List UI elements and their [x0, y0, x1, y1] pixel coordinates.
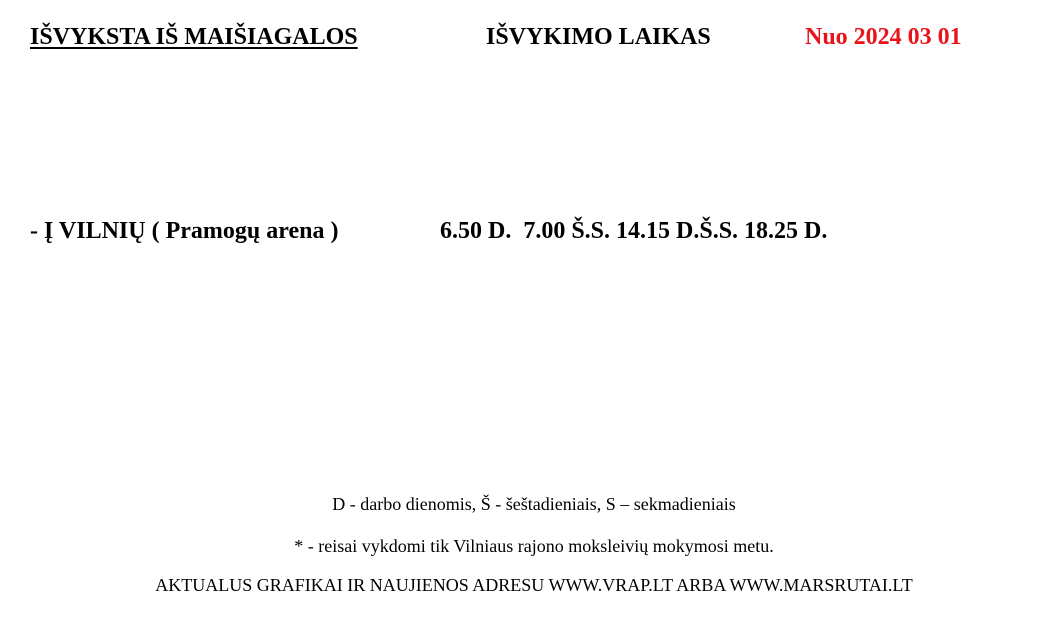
departure-time-heading: IŠVYKIMO LAIKAS: [486, 24, 711, 50]
departure-origin-heading: IŠVYKSTA IŠ MAIŠIAGALOS: [30, 24, 358, 50]
route-destination: - Į VILNIŲ ( Pramogų arena ): [30, 218, 339, 244]
valid-from-date: Nuo 2024 03 01: [805, 24, 962, 50]
day-legend-note: D - darbo dienomis, Š - šeštadieniais, S – sekmadieniais: [332, 494, 736, 514]
school-trips-note: * - reisai vykdomi tik Vilniaus rajono moksleivių mokymosi metu.: [294, 536, 774, 556]
website-note: AKTUALUS GRAFIKAI IR NAUJIENOS ADRESU WWW.VRAP.LT ARBA WWW.MARSRUTAI.LT: [155, 575, 913, 595]
route-departure-times: 6.50 D. 7.00 Š.S. 14.15 D.Š.S. 18.25 D.: [440, 218, 828, 244]
